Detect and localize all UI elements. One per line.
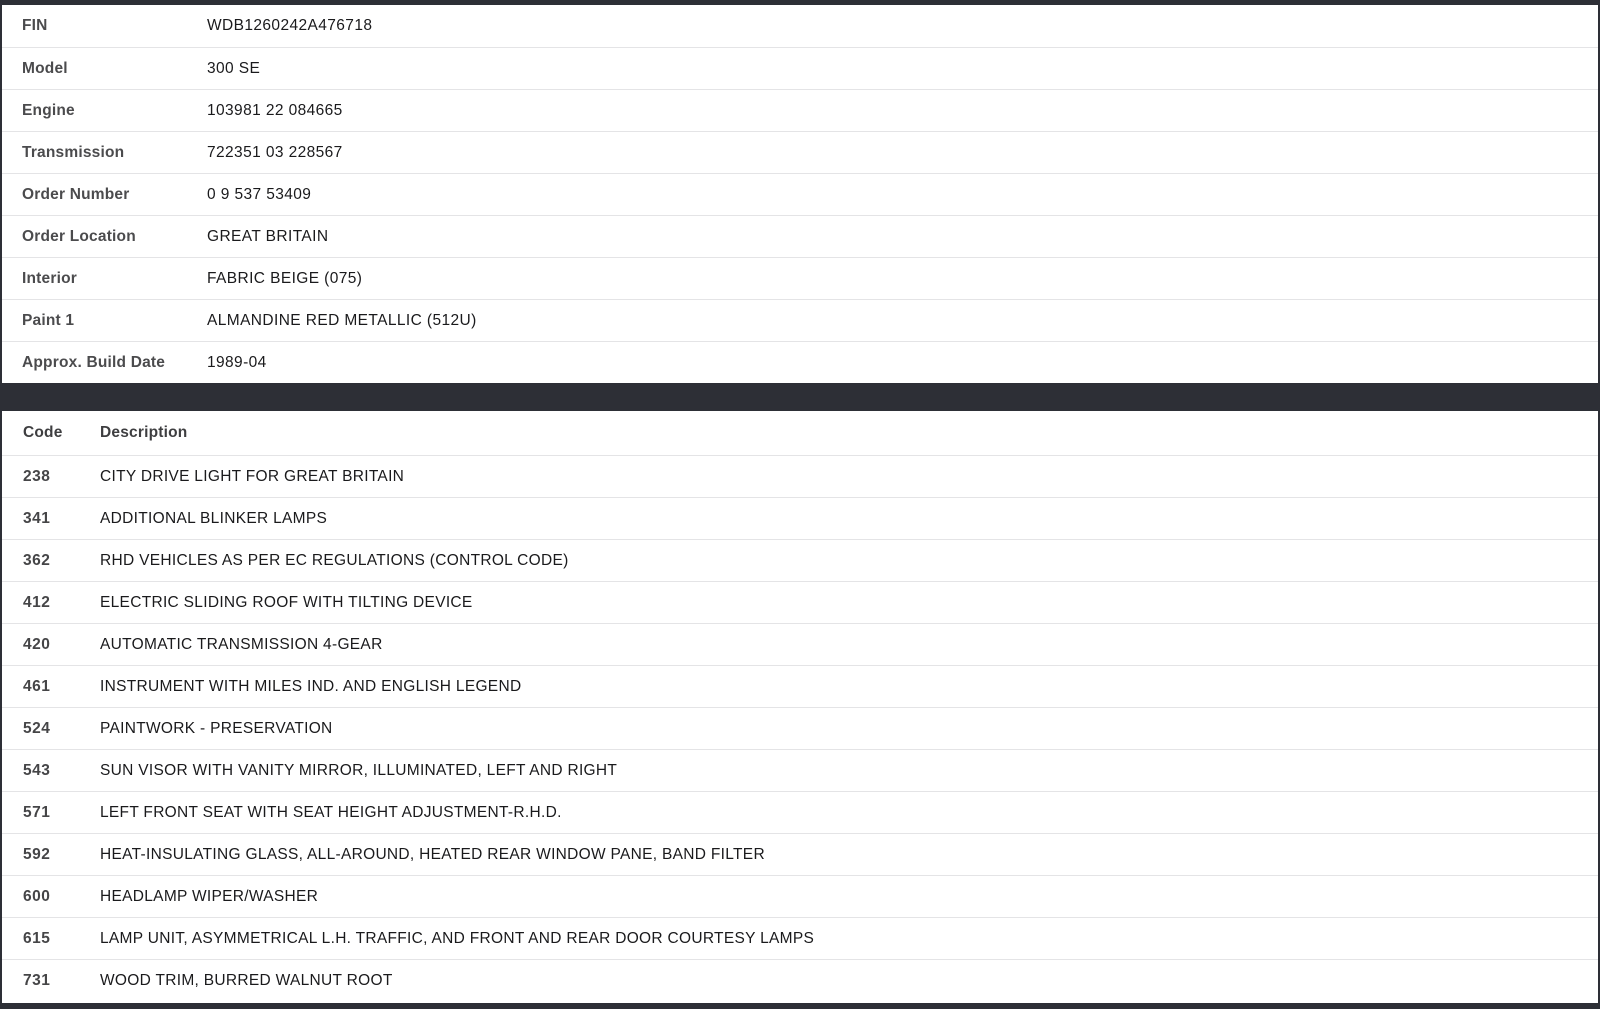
info-label: Interior (22, 269, 77, 287)
option-description: AUTOMATIC TRANSMISSION 4-GEAR (100, 635, 383, 653)
option-code: 731 (23, 971, 51, 989)
info-row (2, 215, 1598, 257)
info-value: 722351 03 228567 (207, 143, 343, 161)
option-row (2, 749, 1598, 791)
info-row (2, 341, 1598, 383)
option-row (2, 455, 1598, 497)
option-row (2, 875, 1598, 917)
info-row (2, 89, 1598, 131)
option-code: 461 (23, 677, 51, 695)
option-description: LEFT FRONT SEAT WITH SEAT HEIGHT ADJUSTMENT-R.H.D. (100, 803, 562, 821)
info-row (2, 299, 1598, 341)
option-code: 600 (23, 887, 51, 905)
info-row (2, 257, 1598, 299)
option-code: 543 (23, 761, 51, 779)
option-code: 615 (23, 929, 51, 947)
info-row (2, 131, 1598, 173)
option-row (2, 581, 1598, 623)
options-header-description: Description (100, 424, 188, 441)
info-row (2, 47, 1598, 89)
option-code: 420 (23, 635, 51, 653)
option-description: SUN VISOR WITH VANITY MIRROR, ILLUMINATED, LEFT AND RIGHT (100, 761, 618, 779)
option-row (2, 665, 1598, 707)
option-row (2, 917, 1598, 959)
option-description: CITY DRIVE LIGHT FOR GREAT BRITAIN (100, 467, 405, 485)
info-label: Engine (22, 101, 75, 119)
option-code: 592 (23, 845, 51, 863)
info-label: FIN (22, 17, 48, 34)
option-description: RHD VEHICLES AS PER EC REGULATIONS (CONTROL CODE) (100, 551, 569, 569)
info-value: ALMANDINE RED METALLIC (512U) (207, 311, 477, 329)
options-table (2, 411, 1598, 1003)
option-description: PAINTWORK - PRESERVATION (100, 719, 333, 737)
info-label: Order Number (22, 185, 130, 203)
info-label: Order Location (22, 227, 136, 245)
info-value: 1989-04 (207, 353, 267, 371)
option-description: INSTRUMENT WITH MILES IND. AND ENGLISH LEGEND (100, 677, 522, 695)
info-value: WDB1260242A476718 (207, 17, 373, 34)
info-value: 0 9 537 53409 (207, 185, 312, 203)
info-value: 103981 22 084665 (207, 101, 343, 119)
option-row (2, 707, 1598, 749)
options-header-code: Code (23, 424, 63, 441)
info-value: FABRIC BEIGE (075) (207, 269, 363, 287)
option-code: 524 (23, 719, 51, 737)
option-row (2, 497, 1598, 539)
option-row (2, 833, 1598, 875)
option-row (2, 959, 1598, 1001)
option-code: 571 (23, 803, 51, 821)
option-row (2, 791, 1598, 833)
info-value: GREAT BRITAIN (207, 227, 329, 245)
info-value: 300 SE (207, 59, 261, 77)
vehicle-info-table (2, 5, 1598, 383)
option-description: HEADLAMP WIPER/WASHER (100, 887, 319, 905)
option-description: ELECTRIC SLIDING ROOF WITH TILTING DEVICE (100, 593, 473, 611)
info-label: Transmission (22, 143, 125, 161)
info-row (2, 173, 1598, 215)
info-label: Approx. Build Date (22, 353, 166, 371)
option-code: 412 (23, 593, 51, 611)
option-row (2, 623, 1598, 665)
info-label: Model (22, 59, 68, 77)
option-description: WOOD TRIM, BURRED WALNUT ROOT (100, 971, 393, 989)
option-code: 341 (23, 509, 51, 527)
options-header-row (2, 411, 1598, 455)
option-code: 238 (23, 467, 51, 485)
option-description: LAMP UNIT, ASYMMETRICAL L.H. TRAFFIC, AND FRONT AND REAR DOOR COURTESY LAMPS (100, 929, 815, 947)
info-label: Paint 1 (22, 311, 75, 329)
option-description: HEAT-INSULATING GLASS, ALL-AROUND, HEATED REAR WINDOW PANE, BAND FILTER (100, 845, 765, 863)
option-code: 362 (23, 551, 51, 569)
option-row (2, 539, 1598, 581)
option-description: ADDITIONAL BLINKER LAMPS (100, 509, 328, 527)
info-row (2, 5, 1598, 47)
